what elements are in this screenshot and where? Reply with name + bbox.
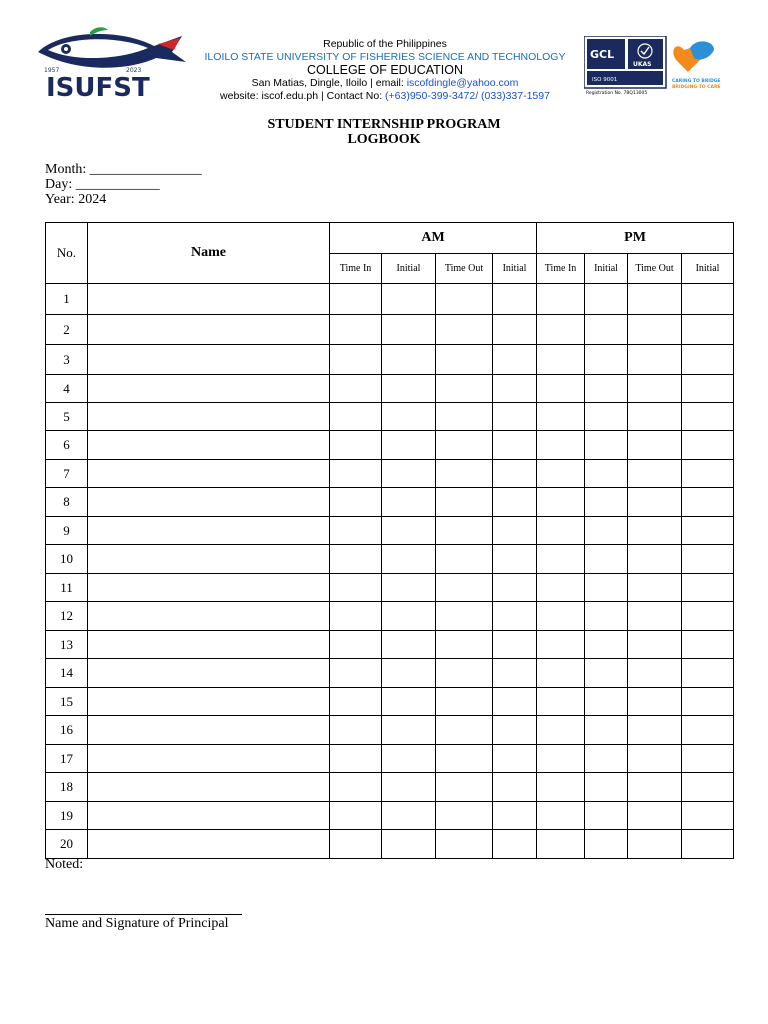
time-cell <box>436 517 493 545</box>
name-cell <box>88 488 330 517</box>
time-cell <box>382 315 436 345</box>
time-cell <box>382 773 436 802</box>
time-cell <box>682 403 734 431</box>
time-cell <box>382 517 436 545</box>
time-cell <box>585 745 628 773</box>
table-row <box>46 345 734 375</box>
row-number: 1 <box>46 284 88 315</box>
time-cell <box>493 631 537 659</box>
time-cell <box>585 830 628 859</box>
time-cell <box>493 517 537 545</box>
row-number: 11 <box>46 574 88 602</box>
time-cell <box>436 716 493 745</box>
time-cell <box>682 745 734 773</box>
time-cell <box>628 773 682 802</box>
time-cell <box>493 545 537 574</box>
time-cell <box>436 545 493 574</box>
university-name: ILOILO STATE UNIVERSITY OF FISHERIES SCIENCE AND TECHNOLOGY <box>204 51 566 63</box>
time-cell <box>537 545 585 574</box>
time-cell <box>537 345 585 375</box>
time-cell <box>585 375 628 403</box>
time-cell <box>682 460 734 488</box>
header-pm: PM <box>537 223 734 254</box>
time-cell <box>585 773 628 802</box>
name-cell <box>88 315 330 345</box>
table-row <box>46 488 734 517</box>
row-number: 16 <box>46 716 88 745</box>
time-cell <box>436 284 493 315</box>
time-cell <box>382 631 436 659</box>
signature-label: Name and Signature of Principal <box>45 916 229 931</box>
time-cell <box>585 460 628 488</box>
time-cell <box>537 773 585 802</box>
subheader-cell: Time Out <box>628 254 682 284</box>
name-cell <box>88 574 330 602</box>
subheader-cell: Time In <box>537 254 585 284</box>
time-cell <box>628 431 682 460</box>
time-cell <box>436 345 493 375</box>
time-cell <box>382 574 436 602</box>
time-cell <box>682 773 734 802</box>
header-no: No. <box>46 223 88 284</box>
time-cell <box>682 631 734 659</box>
time-cell <box>585 517 628 545</box>
row-number: 17 <box>46 745 88 773</box>
row-number: 4 <box>46 375 88 403</box>
table-row <box>46 517 734 545</box>
time-cell <box>585 688 628 716</box>
time-cell <box>628 716 682 745</box>
time-cell <box>682 431 734 460</box>
row-number: 18 <box>46 773 88 802</box>
row-number: 8 <box>46 488 88 517</box>
row-number: 10 <box>46 545 88 574</box>
time-cell <box>628 517 682 545</box>
college-name: COLLEGE OF EDUCATION <box>306 63 464 77</box>
time-cell <box>382 545 436 574</box>
time-cell <box>585 602 628 631</box>
svg-text:ISUFST: ISUFST <box>46 73 150 103</box>
time-cell <box>585 545 628 574</box>
time-cell <box>585 315 628 345</box>
time-cell <box>537 688 585 716</box>
time-cell <box>682 802 734 830</box>
time-cell <box>537 574 585 602</box>
time-cell <box>330 602 382 631</box>
svg-text:UKAS: UKAS <box>633 61 652 68</box>
subheader-cell: Initial <box>585 254 628 284</box>
svg-text:GCL: GCL <box>590 48 615 61</box>
subheader-cell: Time In <box>330 254 382 284</box>
table-row <box>46 830 734 859</box>
name-cell <box>88 431 330 460</box>
time-cell <box>682 574 734 602</box>
name-cell <box>88 545 330 574</box>
time-cell <box>682 688 734 716</box>
time-cell <box>537 802 585 830</box>
time-cell <box>493 315 537 345</box>
time-cell <box>382 688 436 716</box>
time-cell <box>493 460 537 488</box>
table-row <box>46 545 734 574</box>
time-cell <box>330 284 382 315</box>
time-cell <box>493 745 537 773</box>
time-cell <box>493 345 537 375</box>
time-cell <box>585 488 628 517</box>
time-cell <box>682 716 734 745</box>
time-cell <box>537 460 585 488</box>
time-cell <box>382 431 436 460</box>
time-cell <box>628 545 682 574</box>
svg-text:1957: 1957 <box>44 67 60 74</box>
svg-text:ISO 9001: ISO 9001 <box>592 77 618 83</box>
time-cell <box>436 431 493 460</box>
time-cell <box>382 602 436 631</box>
time-cell <box>537 602 585 631</box>
isufst-fish-logo <box>30 24 190 104</box>
time-cell <box>436 602 493 631</box>
time-cell <box>537 659 585 688</box>
subheader-cell: Initial <box>682 254 734 284</box>
subheader-cell: Initial <box>493 254 537 284</box>
time-cell <box>628 802 682 830</box>
name-cell <box>88 802 330 830</box>
time-cell <box>628 574 682 602</box>
document-title: STUDENT INTERNSHIP PROGRAM <box>267 117 501 132</box>
row-number: 7 <box>46 460 88 488</box>
time-cell <box>436 745 493 773</box>
time-cell <box>537 517 585 545</box>
time-cell <box>330 659 382 688</box>
time-cell <box>537 403 585 431</box>
table-row <box>46 773 734 802</box>
row-number: 15 <box>46 688 88 716</box>
table-row <box>46 403 734 431</box>
time-cell <box>628 488 682 517</box>
time-cell <box>493 688 537 716</box>
time-cell <box>382 488 436 517</box>
svg-text:2023: 2023 <box>126 67 142 74</box>
time-cell <box>436 659 493 688</box>
time-cell <box>330 830 382 859</box>
time-cell <box>330 631 382 659</box>
time-cell <box>537 830 585 859</box>
time-cell <box>382 460 436 488</box>
time-cell <box>493 488 537 517</box>
time-cell <box>382 403 436 431</box>
time-cell <box>537 631 585 659</box>
name-cell <box>88 602 330 631</box>
time-cell <box>628 602 682 631</box>
time-cell <box>682 830 734 859</box>
table-row <box>46 460 734 488</box>
time-cell <box>537 745 585 773</box>
time-cell <box>330 345 382 375</box>
time-cell <box>330 545 382 574</box>
table-row <box>46 659 734 688</box>
time-cell <box>436 460 493 488</box>
time-cell <box>330 574 382 602</box>
time-cell <box>628 659 682 688</box>
time-cell <box>330 802 382 830</box>
time-cell <box>493 375 537 403</box>
time-cell <box>628 460 682 488</box>
time-cell <box>330 745 382 773</box>
time-cell <box>585 574 628 602</box>
time-cell <box>682 659 734 688</box>
time-cell <box>682 375 734 403</box>
time-cell <box>537 315 585 345</box>
time-cell <box>330 488 382 517</box>
time-cell <box>628 315 682 345</box>
time-cell <box>682 488 734 517</box>
table-row <box>46 375 734 403</box>
time-cell <box>628 745 682 773</box>
row-number: 13 <box>46 631 88 659</box>
time-cell <box>382 659 436 688</box>
name-cell <box>88 403 330 431</box>
signature-line <box>45 914 242 915</box>
name-cell <box>88 745 330 773</box>
time-cell <box>436 802 493 830</box>
time-cell <box>628 830 682 859</box>
time-cell <box>585 659 628 688</box>
time-cell <box>628 284 682 315</box>
time-cell <box>585 802 628 830</box>
website-line: website: iscof.edu.ph | Contact No: (+63)950-399-3472/ (033)337-1597 <box>220 90 550 102</box>
table-row <box>46 745 734 773</box>
contact-number: (+63)950-399-3472/ (033)337-1597 <box>385 90 550 102</box>
time-cell <box>330 460 382 488</box>
time-cell <box>493 403 537 431</box>
header-name: Name <box>88 223 330 284</box>
time-cell <box>493 716 537 745</box>
time-cell <box>628 631 682 659</box>
noted-label: Noted: <box>45 857 84 872</box>
time-cell <box>330 716 382 745</box>
time-cell <box>436 830 493 859</box>
table-row <box>46 315 734 345</box>
time-cell <box>382 716 436 745</box>
time-cell <box>537 284 585 315</box>
row-number: 19 <box>46 802 88 830</box>
name-cell <box>88 345 330 375</box>
name-cell <box>88 460 330 488</box>
time-cell <box>537 488 585 517</box>
time-cell <box>330 403 382 431</box>
table-row <box>46 284 734 315</box>
table-row <box>46 631 734 659</box>
time-cell <box>436 403 493 431</box>
time-cell <box>330 688 382 716</box>
time-cell <box>493 431 537 460</box>
row-number: 3 <box>46 345 88 375</box>
republic-line: Republic of the Philippines <box>323 38 447 50</box>
name-cell <box>88 631 330 659</box>
row-number: 20 <box>46 830 88 859</box>
row-number: 2 <box>46 315 88 345</box>
svg-text:Registration No. 7BQ13005: Registration No. 7BQ13005 <box>586 91 648 96</box>
document-subtitle: LOGBOOK <box>347 132 421 147</box>
letterhead <box>0 0 768 112</box>
time-cell <box>493 284 537 315</box>
time-cell <box>436 631 493 659</box>
table-row <box>46 716 734 745</box>
name-cell <box>88 375 330 403</box>
row-number: 14 <box>46 659 88 688</box>
row-number: 5 <box>46 403 88 431</box>
time-cell <box>493 802 537 830</box>
time-cell <box>493 659 537 688</box>
row-number: 12 <box>46 602 88 631</box>
time-cell <box>585 716 628 745</box>
name-cell <box>88 716 330 745</box>
email-link[interactable]: iscofdingle@yahoo.com <box>406 77 519 89</box>
name-cell <box>88 284 330 315</box>
time-cell <box>382 284 436 315</box>
time-cell <box>382 345 436 375</box>
time-cell <box>330 431 382 460</box>
time-cell <box>382 830 436 859</box>
name-cell <box>88 688 330 716</box>
table-row <box>46 802 734 830</box>
time-cell <box>330 773 382 802</box>
time-cell <box>436 688 493 716</box>
time-cell <box>493 773 537 802</box>
time-cell <box>493 574 537 602</box>
name-cell <box>88 659 330 688</box>
time-cell <box>436 315 493 345</box>
header-am: AM <box>330 223 537 254</box>
time-cell <box>436 375 493 403</box>
time-cell <box>628 688 682 716</box>
time-cell <box>585 345 628 375</box>
time-cell <box>330 375 382 403</box>
time-cell <box>436 574 493 602</box>
certification-logos <box>584 36 734 96</box>
row-number: 9 <box>46 517 88 545</box>
table-row <box>46 688 734 716</box>
time-cell <box>330 517 382 545</box>
time-cell <box>382 745 436 773</box>
time-cell <box>330 315 382 345</box>
time-cell <box>537 716 585 745</box>
time-cell <box>537 431 585 460</box>
time-cell <box>585 284 628 315</box>
time-cell <box>493 602 537 631</box>
logbook-table <box>45 222 734 859</box>
year-field: Year: 2024 <box>45 192 107 207</box>
time-cell <box>682 284 734 315</box>
time-cell <box>493 830 537 859</box>
table-row <box>46 602 734 631</box>
name-cell <box>88 830 330 859</box>
time-cell <box>628 345 682 375</box>
table-row <box>46 431 734 460</box>
institution-info <box>190 38 580 103</box>
time-cell <box>382 802 436 830</box>
month-field: Month: ________________ <box>45 162 202 177</box>
time-cell <box>585 431 628 460</box>
row-number: 6 <box>46 431 88 460</box>
time-cell <box>682 602 734 631</box>
time-cell <box>682 517 734 545</box>
subheader-cell: Time Out <box>436 254 493 284</box>
time-cell <box>436 488 493 517</box>
time-cell <box>682 345 734 375</box>
table-row <box>46 574 734 602</box>
subheader-cell: Initial <box>382 254 436 284</box>
svg-text:BRIDGING TO CARE: BRIDGING TO CARE <box>672 85 721 90</box>
time-cell <box>585 403 628 431</box>
time-cell <box>628 375 682 403</box>
time-cell <box>682 545 734 574</box>
time-cell <box>382 375 436 403</box>
name-cell <box>88 517 330 545</box>
time-cell <box>682 315 734 345</box>
day-field: Day: ____________ <box>45 177 160 192</box>
svg-text:CARING TO BRIDGE: CARING TO BRIDGE <box>672 79 721 84</box>
name-cell <box>88 773 330 802</box>
address-line: San Matias, Dingle, Iloilo | email: iscofdingle@yahoo.com <box>251 77 519 89</box>
time-cell <box>537 375 585 403</box>
time-cell <box>585 631 628 659</box>
time-cell <box>436 773 493 802</box>
time-cell <box>628 403 682 431</box>
